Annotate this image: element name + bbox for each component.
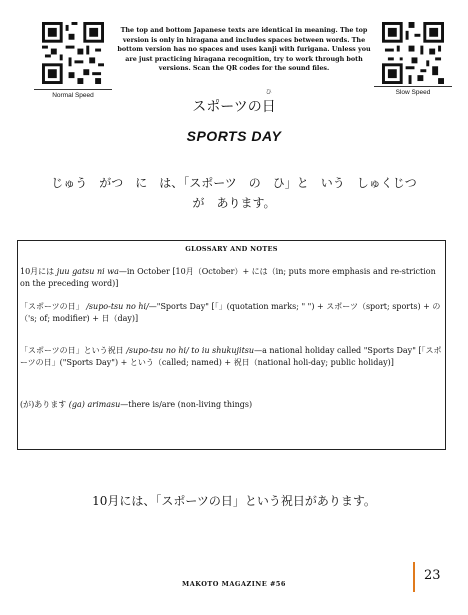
glossary-entry-japanese: (が)あります <box>20 400 67 409</box>
glossary-entry-japanese: 10月には <box>20 267 55 276</box>
glossary-entry-definition: —there is/are (non-living things) <box>120 400 253 409</box>
glossary-entry-definition: —a national holiday called "Sports Day" [「スポーツの日」("Sports Day") + という（called; named) + 祝日（national holi-day; public holiday)] <box>20 346 442 367</box>
glossary-entry-romaji: (ga) arimasu <box>68 400 121 409</box>
glossary-entry-japanese: 「スポーツの日」という祝日 <box>20 346 124 355</box>
title-furigana: ひ <box>265 89 272 96</box>
glossary-entry <box>20 301 444 324</box>
qr-label-slow-speed: Slow Speed <box>374 86 452 96</box>
glossary-entry-romaji: /supo-tsu no hi/ <box>86 302 149 311</box>
page-number-accent-bar <box>413 562 415 592</box>
hiragana-line-1: じゅう がつ に は、「スポーツ の ひ」と いう しゅくじつ <box>51 176 417 190</box>
qr-code-slow-speed[interactable] <box>382 22 444 84</box>
qr-code-normal-speed[interactable] <box>42 22 104 84</box>
qr-label-normal-speed: Normal Speed <box>34 89 112 99</box>
glossary-entry <box>20 345 444 368</box>
glossary-entry-definition: —"Sports Day" [「」(quotation marks; " ") + スポーツ（sport; sports) + の（'s; of; modifier) + 日（day)] <box>20 302 441 323</box>
title-kanji: 日 <box>261 99 276 115</box>
qr-code-icon <box>382 22 444 84</box>
glossary-entry-romaji: juu gatsu ni wa <box>56 267 119 276</box>
glossary-entry-definition: —in October [10月（October）+ には（in; puts more emphasis and re-striction on the preceding word)] <box>20 267 436 288</box>
glossary-entry-japanese: 「スポーツの日」 <box>20 302 84 311</box>
magazine-footer: MAKOTO MAGAZINE #56 <box>182 580 286 588</box>
title-japanese-prefix: スポーツの <box>192 99 262 115</box>
title-kanji-with-furigana <box>261 89 276 116</box>
glossary-entry <box>20 399 444 411</box>
glossary-box <box>17 240 446 450</box>
kanji-sentence: 10月には、「スポーツの日」という祝日があります。 <box>92 494 376 508</box>
page-number: 23 <box>424 568 441 583</box>
glossary-title: GLOSSARY AND NOTES <box>185 245 278 253</box>
glossary-entry <box>20 266 444 289</box>
hiragana-line-2: が あります。 <box>192 196 276 210</box>
qr-code-icon <box>42 22 104 84</box>
glossary-entry-romaji: /supo-tsu no hi/ to iu shukujitsu <box>126 346 255 355</box>
intro-instructions: The top and bottom Japanese texts are identical in meaning. The top version is only in hiragana and includes spaces between words. The bottom version has no spaces and uses kanji with furigana. Unless you are just practicing hiragana recognition, try to work through both versions. Scan the QR codes for the sound files. <box>117 26 371 73</box>
title-english: SPORTS DAY <box>186 128 282 144</box>
